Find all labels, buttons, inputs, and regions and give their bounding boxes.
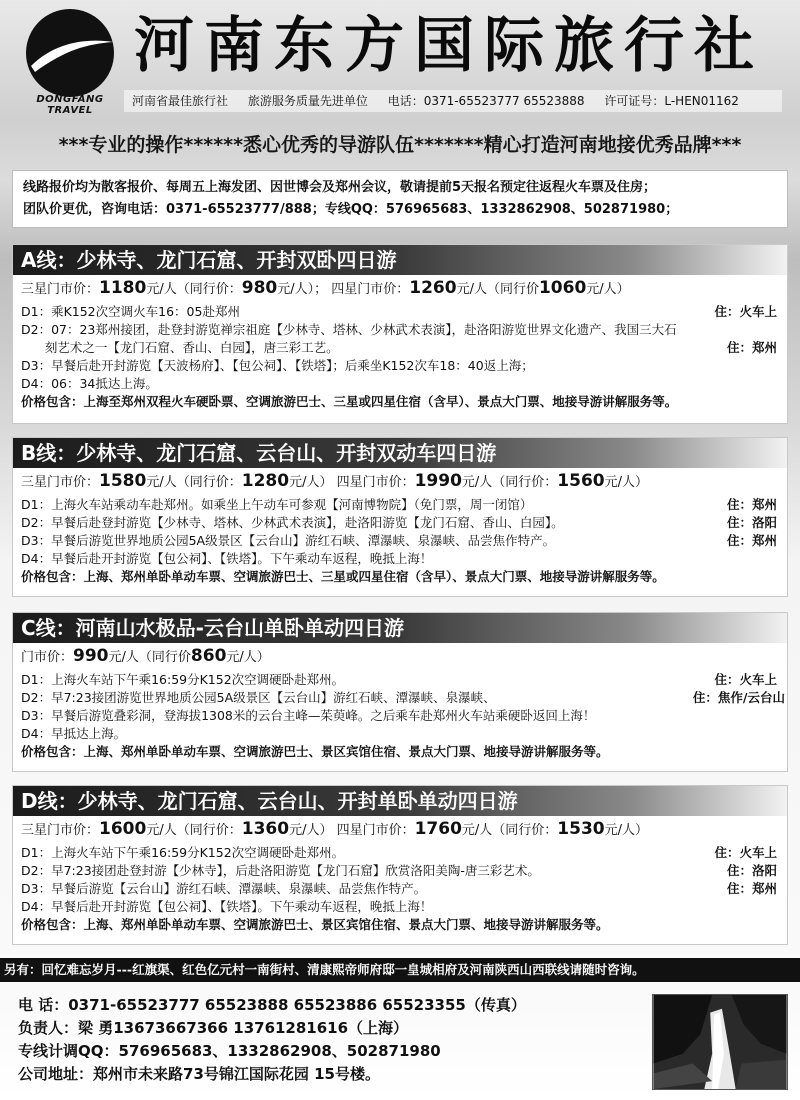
route-d-day-4: D4：早餐后赴开封游览【包公祠】、【铁塔】。下午乘动车返程，晚抵上海！ [21, 899, 433, 914]
slogan: ***专业的操作******悉心优秀的导游队伍*******精心打造河南地接优秀品牌*** [58, 134, 742, 156]
contact-manager: 负责人：梁 勇13673667366 13761281616（上海） [18, 1019, 409, 1037]
route-a-day-2-stay: 住：郑州 [726, 340, 777, 355]
route-b-day-2-stay: 住：洛阳 [726, 515, 777, 530]
route-d-price: 三星门市价：1600元/人（同行价：1360元/人） 四星门市价：1760元/人（同行价：1530元/人） [21, 819, 649, 839]
award-text: 旅游服务质量先进单位 [247, 94, 368, 108]
route-d-day-3: D3：早餐后游览【云台山】游红石峡、潭瀑峡、泉瀑峡、品尝焦作特产。 住：郑州 [21, 881, 777, 896]
route-a-day-2: D2：07：23郑州接团，赴登封游览禅宗祖庭【少林寺、塔林、少林武术表演】，赴洛阳游览世界文化遗产、我国三大石 [21, 322, 677, 337]
tagline: 河南省最佳旅行社 [132, 94, 229, 108]
extra-routes-bar: 另有：回忆难忘岁月---红旗渠、红色亿元村一南街村、清康熙帝师府邸一皇城相府及河南陕西山西联线请随时咨询。 [0, 958, 800, 982]
header-phone: 电话：0371-65523777 65523888 [387, 94, 585, 108]
route-b-price: 三星门市价：1580元/人（同行价：1280元/人） 四星门市价：1990元/人（同行价：1560元/人） [21, 471, 649, 491]
route-b-day-4: D4：早餐后赴开封游览【包公祠】、【铁塔】。下午乘动车返程，晚抵上海！ [21, 551, 433, 566]
route-d-title: D线：少林寺、龙门石窟、云台山、开封单卧单动四日游 [13, 786, 787, 816]
route-b-title: B线：少林寺、龙门石窟、云台山、开封双动车四日游 [13, 438, 787, 468]
route-d-section [12, 785, 788, 945]
route-a-day-3: D3：早餐后赴开封游览【天波杨府】、【包公祠】、【铁塔】；后乘坐K152次车18：40返上海； [21, 358, 534, 373]
route-c-section [12, 612, 788, 772]
route-a-day-1: D1：乘K152次空调火车16：05赴郑州 住：火车上 [21, 304, 777, 319]
header [0, 0, 800, 118]
route-c-day-3: D3：早餐后游览叠彩洞，登海拔1308米的云台主峰—茱萸峰。之后乘车赴郑州火车站乘硬卧返回上海！ [21, 708, 596, 723]
route-d-includes: 价格包含：上海、郑州单卧单动车票、空调旅游巴士、景区宾馆住宿、景点大门票、地接导游讲解服务等。 [21, 917, 609, 932]
notice-line-2: 团队价更优，咨询电话：0371-65523777/888；专线QQ：576965683、1332862908、502871980； [23, 202, 679, 217]
route-a-title: A线：少林寺、龙门石窟、开封双卧四日游 [13, 245, 787, 275]
route-a-day-1-stay: 住：火车上 [714, 304, 777, 319]
route-c-day-2: D2：早7:23接团游览世界地质公园5A级景区【云台山】游红石峡、潭瀑峡、泉瀑峡、 住：焦作/云台山 [21, 690, 785, 705]
route-c-price: 门市价：990元/人（同行价860元/人） [21, 646, 270, 666]
route-d-day-3-stay: 住：郑州 [726, 881, 777, 896]
route-c-title: C线：河南山水极品-云台山单卧单动四日游 [13, 613, 787, 643]
notice-box [12, 170, 788, 228]
route-d-day-2: D2：早7:23接团赴登封游【少林寺】，后赴洛阳游览【龙门石窟】欣赏洛阳美陶-唐三彩艺术。 住：洛阳 [21, 863, 777, 878]
logo-text: DONGFANG TRAVEL [36, 94, 104, 116]
route-a-price: 三星门市价：1180元/人（同行价：980元/人）； 四星门市价：1260元/人（同行价1060元/人） [21, 278, 630, 298]
route-c-includes: 价格包含：上海、郑州单卧单动车票、空调旅游巴士、景区宾馆住宿、景点大门票、地接导游讲解服务等。 [21, 744, 609, 759]
route-b-day-2: D2：早餐后赴登封游览【少林寺、塔林、少林武术表演】，赴洛阳游览【龙门石窟、香山、白园】。 住：洛阳 [21, 515, 777, 530]
route-a-day-2-cont: 刻艺术之一【龙门石窟、香山、白园】，唐三彩工艺。 住：郑州 [21, 340, 777, 355]
waterfall-photo [652, 994, 788, 1090]
route-c-day-4: D4：早抵达上海。 [21, 726, 127, 741]
contact-address: 公司地址：郑州市未来路73号锦江国际花园 15号楼。 [18, 1065, 380, 1083]
route-c-day-1-stay: 住：火车上 [714, 672, 777, 687]
route-b-day-3-stay: 住：郑州 [726, 533, 777, 548]
license-number: 许可证号：L-HEN01162 [604, 94, 739, 108]
route-b-includes: 价格包含：上海、郑州单卧单动车票、空调旅游巴士、三星或四星住宿（含早）、景点大门票、地接导游讲解服务等。 [21, 569, 665, 584]
route-b-day-1: D1：上海火车站乘动车赴郑州。如乘坐上午动车可参观【河南博物院】（免门票，周一闭馆） 住：郑州 [21, 497, 777, 512]
header-info-bar [124, 90, 782, 112]
route-d-day-1-stay: 住：火车上 [714, 845, 777, 860]
swoosh-logo-icon [25, 8, 115, 98]
route-d-day-1: D1：上海火车站下午乘16:59分K152次空调硬卧赴郑州。 住：火车上 [21, 845, 777, 860]
company-logo [18, 8, 122, 116]
route-c-day-1: D1：上海火车站下午乘16:59分K152次空调硬卧赴郑州。 住：火车上 [21, 672, 777, 687]
contact-qq: 专线计调QQ：576965683、1332862908、502871980 [18, 1042, 441, 1060]
contact-block [18, 994, 638, 1086]
route-c-day-2-stay: 住：焦作/云台山 [692, 690, 785, 705]
route-d-day-2-stay: 住：洛阳 [726, 863, 777, 878]
route-a-section [12, 244, 788, 424]
company-name: 河南东方国际旅行社 [134, 11, 764, 81]
route-a-day-4: D4：06：34抵达上海。 [21, 376, 158, 391]
notice-line-1: 线路报价均为散客报价、每周五上海发团、因世博会及郑州会议，敬请提前5天报名预定往返程火车票及住房； [23, 180, 657, 195]
route-b-day-1-stay: 住：郑州 [726, 497, 777, 512]
route-a-includes: 价格包含：上海至郑州双程火车硬卧票、空调旅游巴士、三星或四星住宿（含早）、景点大门票、地接导游讲解服务等。 [21, 394, 678, 409]
route-b-section [12, 437, 788, 597]
contact-phone: 电 话：0371-65523777 65523888 65523886 65523355（传真） [18, 996, 526, 1014]
route-b-day-3: D3：早餐后游览世界地质公园5A级景区【云台山】游红石峡、潭瀑峡、泉瀑峡、品尝焦作特产。 住：郑州 [21, 533, 777, 548]
